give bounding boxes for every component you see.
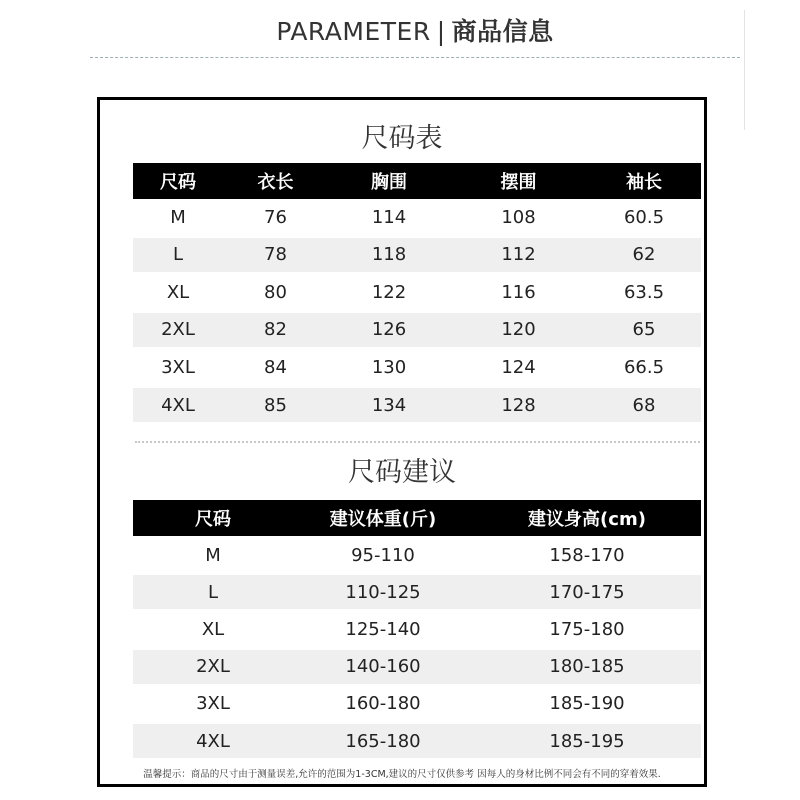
size-chart-cell-hem: 120 xyxy=(501,319,536,341)
size-chart-cell-chest: 118 xyxy=(371,244,407,266)
size-suggestion-col-height: 建议身高(cm) xyxy=(528,509,646,530)
header-separator: | xyxy=(436,17,446,46)
size-chart-cell-hem: 116 xyxy=(501,281,536,303)
header-title-en: PARAMETER xyxy=(276,17,431,46)
edge-line xyxy=(744,10,745,130)
size-chart-row xyxy=(133,313,701,347)
size-suggestion-cell-size: 3XL xyxy=(196,693,230,715)
size-chart-col-hem: 摆围 xyxy=(500,172,537,193)
size-chart-cell-chest: 114 xyxy=(371,206,407,228)
size-info-panel xyxy=(97,97,707,787)
size-chart-cell-hem: 128 xyxy=(501,394,536,416)
header-divider xyxy=(90,57,740,58)
size-chart-cell-sleeve: 63.5 xyxy=(623,281,665,303)
size-chart-row xyxy=(133,238,701,272)
size-suggestion-cell-weight: 160-180 xyxy=(345,693,421,715)
size-suggestion-cell-height: 180-185 xyxy=(549,656,625,678)
size-chart-cell-size: 2XL xyxy=(161,319,195,341)
size-suggestion-cell-weight: 165-180 xyxy=(345,730,421,752)
size-chart-title: 尺码表 xyxy=(361,123,443,154)
size-chart-row xyxy=(133,200,701,234)
size-chart-cell-sleeve: 65 xyxy=(632,319,656,341)
size-suggestion-cell-height: 158-170 xyxy=(549,544,625,566)
size-chart-cell-size: L xyxy=(172,244,184,266)
size-suggestion-row xyxy=(133,538,701,572)
size-chart-cell-size: 4XL xyxy=(161,394,195,416)
size-suggestion-cell-size: L xyxy=(207,581,219,603)
size-chart-cell-chest: 130 xyxy=(371,356,407,378)
size-chart-cell-size: XL xyxy=(166,281,190,303)
size-chart-cell-sleeve: 60.5 xyxy=(623,206,665,228)
size-suggestion-header xyxy=(133,500,701,536)
size-suggestion-cell-weight: 110-125 xyxy=(345,581,421,603)
footnote: 温馨提示：商品的尺寸由于测量误差,允许的范围为1-3CM,建议的尺寸仅供参考 因每人的身材比例不同会有不同的穿着效果. xyxy=(143,769,661,780)
size-chart-cell-length: 76 xyxy=(264,206,287,228)
section-divider xyxy=(135,441,700,443)
size-suggestion-cell-weight: 125-140 xyxy=(345,618,421,640)
size-chart-row xyxy=(133,388,701,422)
size-suggestion-row xyxy=(133,612,701,646)
size-chart-cell-sleeve: 68 xyxy=(632,394,656,416)
size-chart-col-length: 衣长 xyxy=(257,172,294,193)
size-chart-cell-chest: 134 xyxy=(371,394,407,416)
size-chart-row xyxy=(133,350,701,384)
size-chart-cell-sleeve: 66.5 xyxy=(623,356,665,378)
header-title-cn: 商品信息 xyxy=(451,17,554,46)
size-suggestion-cell-height: 185-190 xyxy=(549,693,625,715)
size-chart-row xyxy=(133,275,701,309)
size-chart-cell-sleeve: 62 xyxy=(632,244,656,266)
size-suggestion-row xyxy=(133,724,701,758)
size-suggestion-col-weight: 建议体重(斤) xyxy=(329,509,437,530)
size-suggestion-col-size: 尺码 xyxy=(195,509,231,530)
size-chart-cell-length: 85 xyxy=(264,394,287,416)
size-chart-header xyxy=(133,163,701,199)
size-chart-cell-chest: 122 xyxy=(371,281,407,303)
size-chart-cell-size: M xyxy=(170,206,186,228)
size-suggestion-row xyxy=(133,575,701,609)
size-chart-cell-length: 84 xyxy=(264,356,287,378)
size-chart-col-chest: 胸围 xyxy=(371,172,407,193)
size-chart-cell-size: 3XL xyxy=(161,356,195,378)
size-chart-cell-length: 80 xyxy=(264,281,287,303)
page-header xyxy=(0,12,800,48)
size-suggestion-row xyxy=(133,687,701,721)
size-suggestion-cell-size: XL xyxy=(201,618,225,640)
size-suggestion-cell-weight: 95-110 xyxy=(351,544,415,566)
size-chart-col-sleeve: 袖长 xyxy=(626,172,662,193)
size-suggestion-row xyxy=(133,650,701,684)
size-suggestion-cell-size: 2XL xyxy=(196,656,230,678)
size-suggestion-cell-size: 4XL xyxy=(196,730,230,752)
size-chart-cell-length: 82 xyxy=(264,319,287,341)
size-suggestion-cell-height: 175-180 xyxy=(549,618,625,640)
size-chart-cell-hem: 108 xyxy=(501,206,536,228)
size-suggestion-cell-height: 170-175 xyxy=(549,581,625,603)
size-chart-cell-hem: 112 xyxy=(501,244,536,266)
size-suggestion-title: 尺码建议 xyxy=(348,457,456,488)
size-chart-cell-length: 78 xyxy=(264,244,287,266)
size-suggestion-cell-weight: 140-160 xyxy=(345,656,421,678)
size-chart-cell-hem: 124 xyxy=(501,356,536,378)
size-suggestion-cell-height: 185-195 xyxy=(549,730,625,752)
size-chart-cell-chest: 126 xyxy=(371,319,407,341)
size-chart-col-size: 尺码 xyxy=(160,172,196,193)
size-suggestion-cell-size: M xyxy=(205,544,221,566)
